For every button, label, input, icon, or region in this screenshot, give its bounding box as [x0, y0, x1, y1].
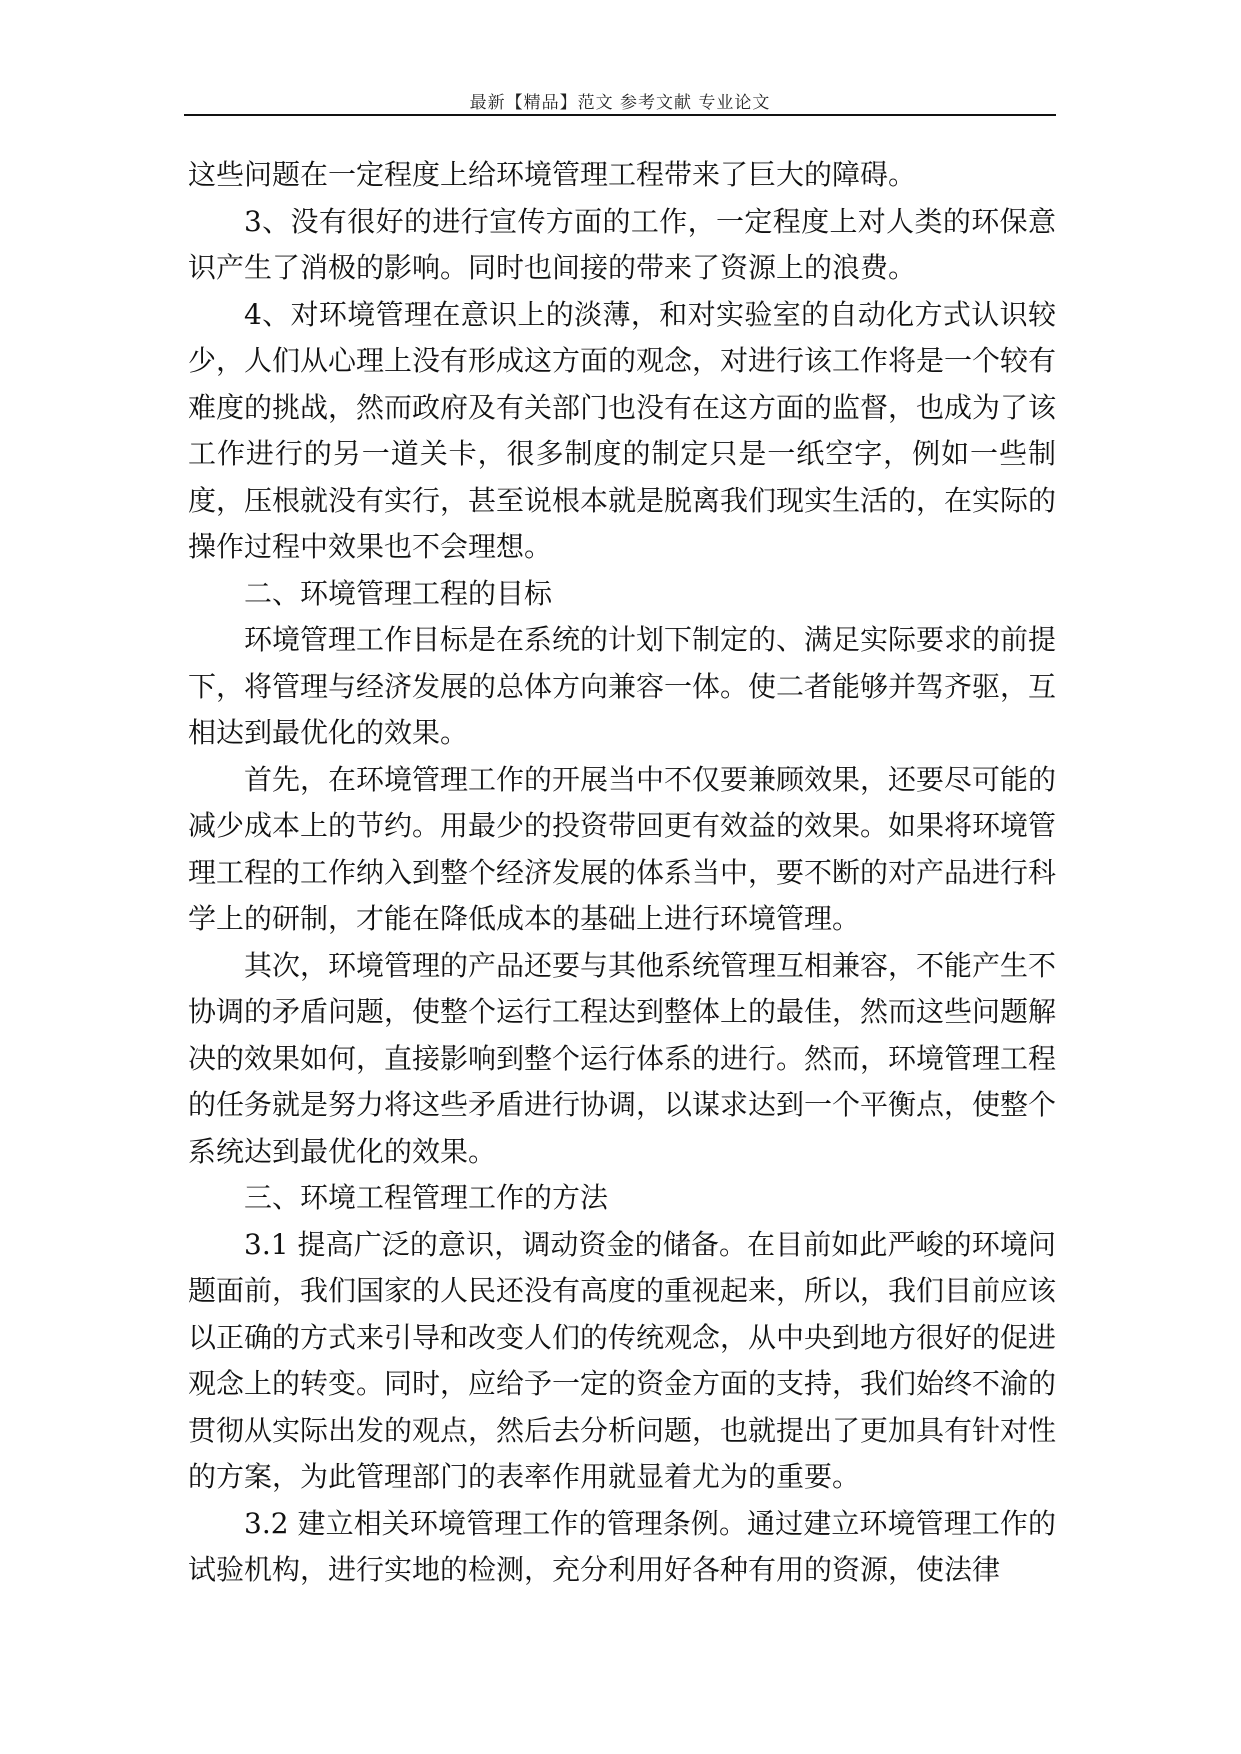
paragraph: 这些问题在一定程度上给环境管理工程带来了巨大的障碍。 [188, 158, 917, 191]
section-heading: 二、环境管理工程的目标 [244, 576, 553, 610]
paragraph: 首先，在环境管理工作的开展当中不仅要兼顾效果，还要尽可能的减少成本上的节约。用最少的投资带回更有效益的效果。如果将环境管理工程的工作纳入到整个经济发展的体系当中，要不断的对产品进行科学上的研制，才能在降低成本的基础上进行环境管理。 [188, 762, 1057, 935]
page-header: 最新【精品】范文 参考文献 专业论文 [469, 93, 771, 113]
paragraph: 3.1 提高广泛的意识，调动资金的储备。在目前如此严峻的环境问题面前，我们国家的人民还没有高度的重视起来，所以，我们目前应该以正确的方式来引导和改变人们的传统观念，从中央到地方很好的促进观念上的转变。同时，应给予一定的资金方面的支持，我们始终不渝的贯彻从实际出发的观点，然后去分析问题，也就提出了更加具有针对性的方案，为此管理部门的表率作用就显着尤为的重要。 [188, 1227, 1057, 1493]
paragraph: 3、没有很好的进行宣传方面的工作，一定程度上对人类的环保意识产生了消极的影响。同时也间接的带来了资源上的浪费。 [188, 204, 1056, 284]
section-heading: 三、环境工程管理工作的方法 [244, 1181, 609, 1214]
paragraph: 4、对环境管理在意识上的淡薄，和对实验室的自动化方式认识较少，人们从心理上没有形成这方面的观念，对进行该工作将是一个较有难度的挑战，然而政府及有关部门也没有在这方面的监督，也成为了该工作进行的另一道关卡，很多制度的制定只是一纸空字，例如一些制度，压根就没有实行，甚至说根本就是脱离我们现实生活的，在实际的操作过程中效果也不会理想。 [188, 297, 1057, 563]
paragraph: 其次，环境管理的产品还要与其他系统管理互相兼容，不能产生不协调的矛盾问题，使整个运行工程达到整体上的最佳，然而这些问题解决的效果如何，直接影响到整个运行体系的进行。然而，环境管理工程的任务就是努力将这些矛盾进行协调，以谋求达到一个平衡点，使整个系统达到最优化的效果。 [188, 948, 1057, 1168]
document-body [188, 152, 1056, 1594]
paragraph: 3.2 建立相关环境管理工作的管理条例。通过建立环境管理工作的试验机构，进行实地的检测，充分利用好各种有用的资源，使法律 [188, 1506, 1056, 1586]
header-rule [184, 114, 1056, 116]
paragraph: 环境管理工作目标是在系统的计划下制定的、满足实际要求的前提下，将管理与经济发展的总体方向兼容一体。使二者能够并驾齐驱，互相达到最优化的效果。 [188, 623, 1057, 749]
